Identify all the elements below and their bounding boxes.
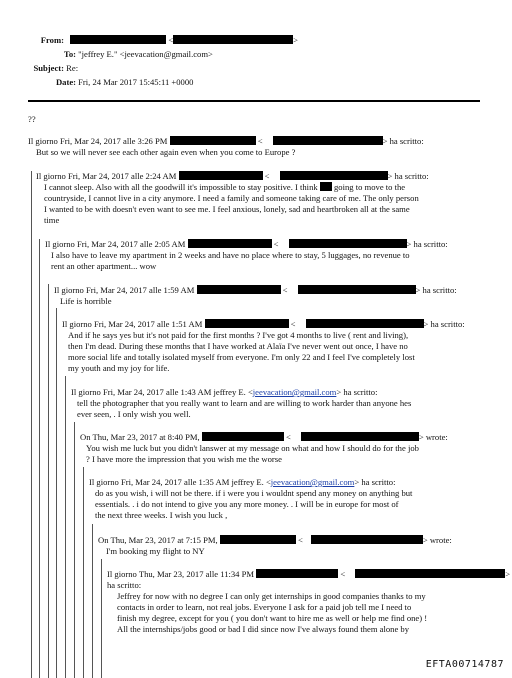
quote-6: [71, 387, 411, 420]
document-id: EFTA00714787: [425, 659, 504, 670]
quote-text: the next three weeks. I wish you luck ,: [95, 510, 228, 520]
redaction: [70, 35, 166, 44]
quote-text: You wish me luck but you didn't lanswer at my message on what and how I should do for the job: [86, 443, 419, 453]
quote-attribution: Il giorno Thu, Mar 23, 2017 alle 11:34 PM < >: [107, 569, 511, 579]
quote-text: I also have to leave my apartment in 2 weeks and have no place where to stay, 5 luggages, no revenue to: [51, 250, 410, 260]
quote-attribution: On Thu, Mar 23, 2017 at 8:40 PM, < > wrote:: [80, 432, 448, 442]
quote-attribution: Il giorno Fri, Mar 24, 2017 alle 1:35 AM jeffrey E. <jeevacation@gmail.com> ha scritto:: [89, 477, 396, 487]
header-date-row: [20, 77, 193, 87]
quote-bar: [101, 559, 102, 678]
quote-text: my youth and my joy for life.: [68, 363, 170, 373]
quote-bar: [74, 422, 75, 678]
date-value: Fri, 24 Mar 2017 15:45:11 +0000: [78, 77, 194, 87]
quote-bar: [92, 524, 93, 678]
quote-attribution: Il giorno Fri, Mar 24, 2017 alle 2:05 AM < > ha scritto:: [45, 239, 448, 249]
quote-text: ever seen, . I only wish you well.: [77, 409, 191, 419]
quote-bar: [31, 171, 32, 678]
quote-text: then I'm dead. During these months that I have worked at Alaïa I've never went out once, I have no: [68, 341, 408, 351]
quote-bar: [48, 284, 49, 678]
subject-value: Re:: [66, 63, 79, 73]
quote-text: And if he says yes but it's not paid for the first months ? I've got 4 months to live ( rent and living),: [68, 330, 409, 340]
quote-text: I wanted to be with doesn't even want to see me. I feel anxious, lonely, sad and heartbroken all at the same: [44, 204, 410, 214]
quote-attribution: Il giorno Fri, Mar 24, 2017 alle 2:24 AM < > ha scritto:: [36, 171, 429, 181]
reply-opening: ??: [28, 114, 36, 124]
to-value: "jeffrey E." <jeevacation@gmail.com>: [78, 49, 213, 59]
quote-attribution: On Thu, Mar 23, 2017 at 7:15 PM, < > wrote:: [98, 535, 452, 545]
from-label: From:: [40, 35, 64, 45]
quote-text: But so we will never see each other again even when you come to Europe ?: [36, 147, 296, 157]
quote-attribution: Il giorno Fri, Mar 24, 2017 alle 1:51 AM < > ha scritto:: [62, 319, 465, 329]
quote-4: [54, 285, 457, 307]
quote-8: [89, 477, 412, 521]
quote-1: [28, 136, 424, 158]
quote-text: I'm booking my flight to NY: [106, 546, 205, 556]
redaction: [173, 35, 293, 44]
header-subject-row: [20, 63, 78, 73]
quote-bar: [65, 376, 66, 678]
quote-bar: [83, 467, 84, 678]
quote-text: contacts in order to learn, not real jobs. Everyone I ask for a paid job tell me I need to: [117, 602, 412, 612]
from-lt: <: [168, 35, 174, 45]
quote-text: Jeffrey for now with no degree I can only get internships in good companies thanks to my: [117, 591, 426, 601]
quote-text: All the internships/jobs good or bad I did since now I've always found them alone by: [117, 624, 410, 634]
quote-2: [36, 171, 429, 226]
header-from-row: [20, 35, 298, 45]
subject-label: Subject:: [33, 63, 64, 73]
quote-bar: [39, 239, 40, 678]
quote-attribution-cont: ha scritto:: [107, 580, 142, 590]
quote-5: [62, 319, 465, 374]
quote-text: Life is horrible: [60, 296, 112, 306]
quote-attribution: Il giorno Fri, Mar 24, 2017 alle 1:43 AM jeffrey E. <jeevacation@gmail.com> ha scritto:: [71, 387, 378, 397]
quote-text: tell the photographer that you really want to learn and are willing to work harder than anyone hes: [77, 398, 412, 408]
header-divider: [28, 100, 480, 102]
quote-text: rent an other apartment... wow: [51, 261, 157, 271]
quote-9: [98, 535, 452, 557]
date-label: Date:: [55, 77, 76, 87]
email-link[interactable]: jeevacation@gmail.com: [270, 477, 355, 487]
from-gt: >: [293, 35, 299, 45]
quote-attribution: Il giorno Fri, Mar 24, 2017 alle 1:59 AM < > ha scritto:: [54, 285, 457, 295]
quote-text: finish my degree, except for you ( you don't want to hire me as well or help me find one) !: [117, 613, 428, 623]
quote-text: essentials. . i do not intend to give you any more money. . I will be in europe for most of: [95, 499, 399, 509]
quote-text: time: [44, 215, 60, 225]
to-label: To:: [63, 49, 76, 59]
quote-text: ? I have more the impression that you wish me the worse: [86, 454, 282, 464]
quote-attribution: Il giorno Fri, Mar 24, 2017 alle 3:26 PM < > ha scritto:: [28, 136, 424, 146]
quote-bar: [56, 308, 57, 678]
quote-10: [107, 569, 510, 635]
quote-3: [45, 239, 448, 272]
email-link[interactable]: jeevacation@gmail.com: [252, 387, 337, 397]
quote-7: [80, 432, 448, 465]
quote-text: do as you wish, i will not be there. if i were you i wouldnt spend any money on anything but: [95, 488, 413, 498]
quote-text: countryside, I cannot live in a city anymore. I need a family and someone taking care of me. The only person: [44, 193, 419, 203]
quote-text: more social life and totally isolated myself from everyone. I'm only 22 and I feel I've completely lost: [68, 352, 415, 362]
quote-text: I cannot sleep. Also with all the goodwill it's impossible to stay positive. I think going to move to the: [44, 182, 406, 192]
header-to-row: [20, 49, 213, 59]
